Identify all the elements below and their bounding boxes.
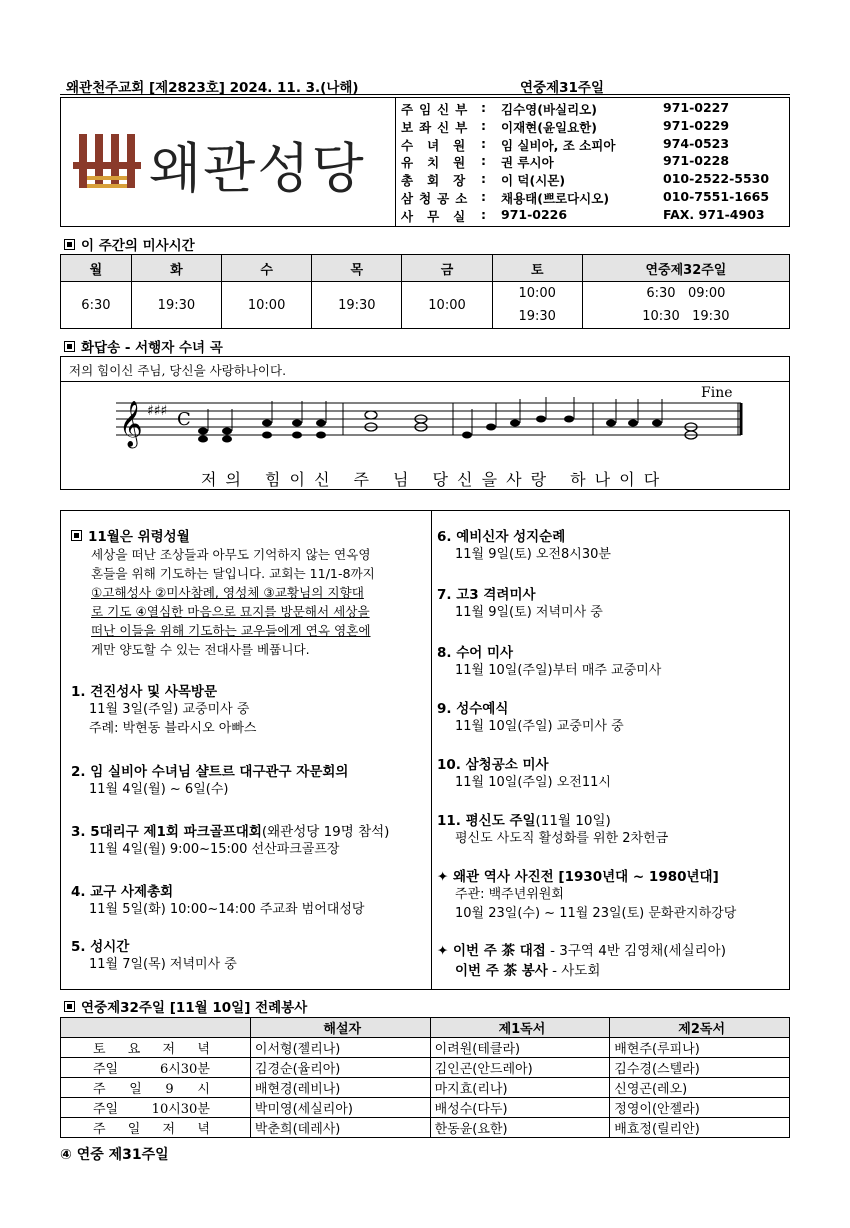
mass-day-header: 월 xyxy=(61,255,132,282)
service-person: 이려원(테클라) xyxy=(430,1038,610,1058)
news-item xyxy=(437,809,787,848)
news-item-line: 11월 10일(주일) 교중미사 중 xyxy=(455,719,624,734)
page-footer: ④ 연중 제31주일 xyxy=(60,1147,169,1163)
bulletin-header xyxy=(60,74,790,95)
news-item xyxy=(437,939,787,979)
news-item-title: 4. 교구 사제총회 xyxy=(71,884,174,900)
lyric-word: 당 신 을 사 랑 xyxy=(432,470,549,489)
staff-role: 총회장 xyxy=(401,173,480,189)
news-item-note: (왜관성당 19명 참석) xyxy=(261,824,390,840)
staff-name: 김수영(바실리오) xyxy=(501,102,597,117)
staff-name: 이 덕(시몬) xyxy=(501,173,566,189)
lyric-word: 저 의 xyxy=(201,470,243,489)
lyric-word: 힘 이 신 xyxy=(265,470,332,489)
news-item-title: 2. 임 실비아 수녀님 샬트르 대구관구 자문회의 xyxy=(71,764,349,780)
staff-colon: : xyxy=(481,188,486,204)
staff-row xyxy=(401,189,787,207)
staff-role: 수녀원 xyxy=(401,137,480,153)
staff-name: 채용태(쁘로다시오) xyxy=(501,190,610,206)
service-person: 배현경(레비나) xyxy=(250,1078,430,1098)
logo-text: 왜관성당 xyxy=(149,137,366,200)
service-row xyxy=(61,1058,790,1078)
liturgy-service-table xyxy=(60,1017,790,1138)
news-item-title: 3. 5대리구 제1회 파크골프대회(왜관성당 19명 참석) xyxy=(71,824,390,840)
news-item-line: 11월 9일(토) 오전8시30분 xyxy=(455,547,611,562)
staff-role: 사무실 xyxy=(401,208,480,224)
staff-phone: 010-7551-1665 xyxy=(663,188,770,204)
staff-role: 보좌신부 xyxy=(401,119,474,135)
news-item-note: - 3구역 4반 김영채(세실리아) xyxy=(545,943,726,959)
news-item xyxy=(437,525,787,564)
service-person: 김인곤(안드레아) xyxy=(430,1058,610,1078)
sunday-name: 연중제31주일 xyxy=(520,80,604,96)
november-line: 떠난 이들을 위해 기도하는 교우들에게 연옥 영혼에 xyxy=(91,623,371,638)
mass-time: 10:00 xyxy=(518,286,556,301)
staff-row xyxy=(401,100,787,118)
svg-text:𝄞: 𝄞 xyxy=(119,401,143,447)
service-person: 배현주(루피나) xyxy=(610,1038,790,1058)
news-item-line: 11월 10일(주일)부터 매주 교중미사 xyxy=(455,663,662,678)
staff-colon: : xyxy=(481,117,486,133)
news-item-line: 11월 4일(월) ~ 6일(수) xyxy=(89,782,229,797)
news-item-title: 5. 성시간 xyxy=(71,939,130,955)
square-bullet-icon xyxy=(71,530,82,541)
november-line: ①고해성사 ②미사참례, 영성체 ③교황님의 지향대 xyxy=(91,585,364,600)
news-item-title: ✦ 이번 주 茶 대접 - 3구역 4반 김영채(세실리아) xyxy=(437,943,726,959)
staff-colon: : xyxy=(481,171,486,187)
news-item-title: 이번 주 茶 봉사 - 사도회 xyxy=(455,963,601,979)
issue-info: 왜관천주교회 [제2823호] 2024. 11. 3.(나해) xyxy=(66,80,359,96)
news-item-title: ✦ 왜관 역사 사진전 [1930년대 ~ 1980년대] xyxy=(437,869,719,885)
november-title xyxy=(71,525,426,545)
news-item-title: 11. 평신도 주일(11월 10일) xyxy=(437,813,611,829)
news-item-line: 주례: 박현동 블라시오 아빠스 xyxy=(89,721,257,736)
staff-phone: 974-0523 xyxy=(663,135,730,151)
news-item xyxy=(71,935,426,974)
service-person: 박미영(세실리아) xyxy=(250,1098,430,1118)
staff-colon: : xyxy=(481,153,486,169)
service-person: 배효정(릴리안) xyxy=(610,1118,790,1138)
staff-name: 임 실비아, 조 소피아 xyxy=(501,137,616,153)
church-logo-icon xyxy=(73,128,143,198)
staff-colon: : xyxy=(481,100,486,115)
staff-row xyxy=(401,207,787,225)
service-row xyxy=(61,1078,790,1098)
mass-time: 6:30 09:00 xyxy=(646,286,726,301)
lyric-word: 하 나 이 다 xyxy=(570,470,662,489)
news-item xyxy=(437,583,787,622)
november-line: 세상을 떠난 조상들과 아무도 기억하지 않는 연옥영 xyxy=(91,547,371,562)
mass-time-cell xyxy=(222,282,312,329)
staff-row xyxy=(401,118,787,136)
staff-list xyxy=(401,100,787,225)
mass-time: 19:30 xyxy=(518,309,556,324)
mass-day-header: 금 xyxy=(402,255,492,282)
service-person: 이서형(젤리나) xyxy=(250,1038,430,1058)
service-row xyxy=(61,1038,790,1058)
mass-day-header: 목 xyxy=(312,255,402,282)
mass-time-cell xyxy=(402,282,492,329)
news-item-line: 평신도 사도직 활성화를 위한 2차헌금 xyxy=(455,831,669,846)
mass-time: 19:30 xyxy=(338,297,376,313)
mass-section-title: 이 주간의 미사시간 xyxy=(64,234,195,254)
psalm-section-title: 화답송 - 서행자 수녀 곡 xyxy=(64,336,223,356)
logo-area xyxy=(61,98,396,226)
news-item xyxy=(71,880,426,919)
staff-name: 971-0226 xyxy=(501,206,568,222)
november-notice xyxy=(71,525,426,659)
service-person: 신영곤(레오) xyxy=(610,1078,790,1098)
news-item xyxy=(437,641,787,680)
mass-time: 6:30 xyxy=(81,297,111,313)
news-item-title: 9. 성수예식 xyxy=(437,701,509,717)
parish-news-box xyxy=(60,510,790,990)
service-row xyxy=(61,1098,790,1118)
lyric-word: 님 xyxy=(393,470,411,489)
news-item-title: 10. 삼청공소 미사 xyxy=(437,757,549,773)
news-item-title: 6. 예비신자 성지순례 xyxy=(437,529,566,545)
service-section-title: 연중제32주일 [11월 10일] 전례봉사 xyxy=(64,996,307,1016)
service-person: 박춘희(데레사) xyxy=(250,1118,430,1138)
news-item-line: 11월 10일(주일) 오전11시 xyxy=(455,775,611,790)
mass-time: 10:00 xyxy=(428,297,466,313)
service-person: 김경순(율리아) xyxy=(250,1058,430,1078)
staff-name: 권 루시아 xyxy=(501,155,554,171)
news-item-line: 11월 4일(월) 9:00~15:00 선산파크골프장 xyxy=(89,842,340,857)
staff-role: 주임신부 xyxy=(401,102,474,117)
staff-name: 이재현(윤일요한) xyxy=(501,119,597,135)
staff-row xyxy=(401,153,787,171)
news-item-line: 11월 3일(주일) 교중미사 중 xyxy=(89,702,250,717)
service-time-label: 주 일 9 시 xyxy=(61,1078,251,1098)
mass-day-header: 화 xyxy=(131,255,221,282)
psalm-lyrics xyxy=(201,467,683,490)
staff-phone: 010-2522-5530 xyxy=(663,171,770,187)
psalm-caption: 저의 힘이신 주님, 당신을 사랑하나이다. xyxy=(69,363,287,378)
news-item xyxy=(71,680,426,738)
service-time-label: 주 일 저 녁 xyxy=(61,1118,251,1138)
service-person: 김수경(스텔라) xyxy=(610,1058,790,1078)
staff-row xyxy=(401,171,787,189)
news-item-line: 10월 23일(수) ~ 11월 23일(토) 문화관지하강당 xyxy=(455,906,737,921)
news-item-note: - 사도회 xyxy=(547,963,601,979)
news-item-note: (11월 10일) xyxy=(535,813,611,829)
service-person: 배성수(다두) xyxy=(430,1098,610,1118)
service-person: 정영이(안젤라) xyxy=(610,1098,790,1118)
news-item-title: 7. 고3 격려미사 xyxy=(437,587,536,603)
staff-phone: FAX. 971-4903 xyxy=(663,206,765,222)
november-title-text: 11월은 위령성월 xyxy=(88,529,190,545)
service-person: 마지효(리나) xyxy=(430,1078,610,1098)
staff-phone: 971-0228 xyxy=(663,153,730,169)
mass-time: 19:30 xyxy=(157,297,196,313)
service-time-label: 주일 10시30분 xyxy=(61,1098,251,1118)
service-header: 제2독서 xyxy=(610,1018,790,1038)
november-line: 혼들을 위해 기도하는 달입니다. 교회는 11/1-8까지 xyxy=(91,566,375,581)
service-time-label: 주일 6시30분 xyxy=(61,1058,251,1078)
mass-times-table xyxy=(60,254,790,329)
mass-time-cell xyxy=(582,282,789,329)
mass-day-header: 토 xyxy=(492,255,582,282)
svg-text:♯♯♯: ♯♯♯ xyxy=(147,403,168,419)
mass-time-cell xyxy=(492,282,582,329)
mass-day-header: 연중제32주일 xyxy=(582,255,789,282)
svg-text:C: C xyxy=(177,409,191,430)
staff-phone: 971-0227 xyxy=(663,100,730,115)
november-line: 게만 양도할 수 있는 전대사를 베풉니다. xyxy=(91,642,310,657)
news-item-line: 주관: 백주년위원회 xyxy=(455,887,564,902)
news-item-title: 1. 견진성사 및 사목방문 xyxy=(71,684,217,700)
november-line: 로 기도 ④열심한 마음으로 묘지를 방문해서 세상을 xyxy=(91,604,370,619)
fine-mark: Fine xyxy=(701,385,733,401)
parish-info-box xyxy=(60,97,790,227)
news-item xyxy=(71,820,426,859)
lyric-word: 주 xyxy=(353,470,372,489)
news-item xyxy=(437,753,787,792)
news-item xyxy=(437,697,787,736)
mass-time-cell xyxy=(61,282,132,329)
mass-time: 10:30 19:30 xyxy=(642,309,730,324)
service-time-label: 토 요 저 녁 xyxy=(61,1038,251,1058)
service-header xyxy=(61,1018,251,1038)
mass-time: 10:00 xyxy=(247,297,286,313)
staff-role: 유치원 xyxy=(401,155,480,171)
news-item-line: 11월 5일(화) 10:00~14:00 주교좌 범어대성당 xyxy=(89,902,365,917)
news-item-line: 11월 9일(토) 저녁미사 중 xyxy=(455,605,603,620)
staff-row xyxy=(401,136,787,154)
staff-colon: : xyxy=(481,206,486,222)
service-person: 한동윤(요한) xyxy=(430,1118,610,1138)
service-header: 해설자 xyxy=(250,1018,430,1038)
news-item xyxy=(437,865,787,923)
mass-time-cell xyxy=(131,282,221,329)
mass-time-cell xyxy=(312,282,402,329)
staff-role: 삼청공소 xyxy=(401,190,474,206)
service-row xyxy=(61,1118,790,1138)
staff-colon: : xyxy=(481,135,486,151)
news-item-title: 8. 수어 미사 xyxy=(437,645,514,661)
psalm-music-box xyxy=(60,356,790,490)
service-header: 제1독서 xyxy=(430,1018,610,1038)
music-score xyxy=(111,383,751,463)
mass-day-header: 수 xyxy=(222,255,312,282)
news-item xyxy=(71,760,426,799)
staff-phone: 971-0229 xyxy=(663,117,730,133)
news-item-line: 11월 7일(목) 저녁미사 중 xyxy=(89,957,237,972)
